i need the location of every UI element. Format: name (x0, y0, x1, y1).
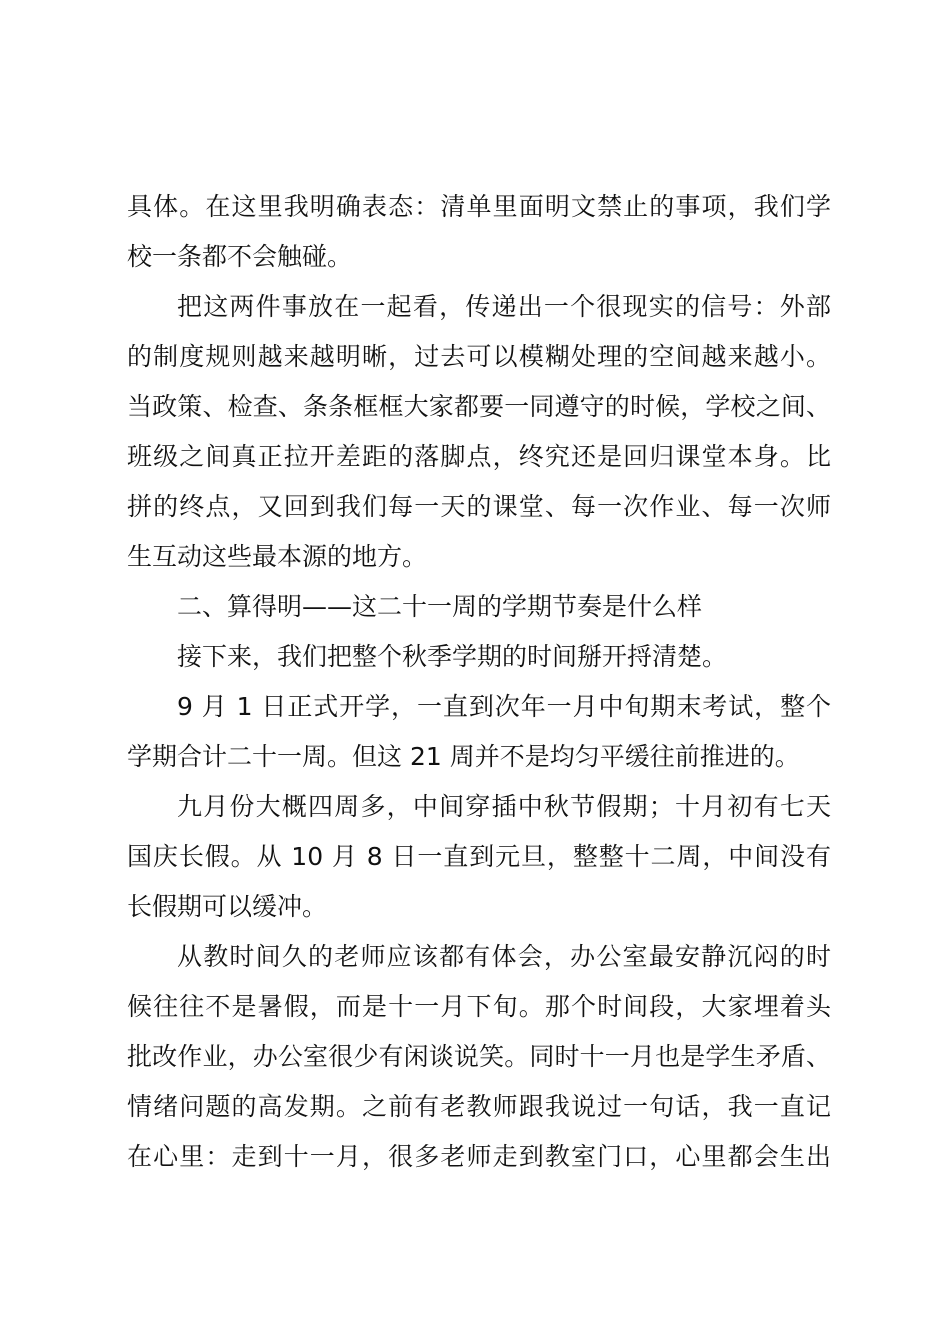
text-line: 把这两件事放在一起看，传递出一个很现实的信号：外部 (177, 292, 831, 321)
text-line: 批改作业，办公室很少有闲谈说笑。同时十一月也是学生矛盾、 (127, 1042, 831, 1071)
text-line: 从教时间久的老师应该都有体会，办公室最安静沉闷的时 (177, 942, 831, 971)
text-line: 具体。在这里我明确表态：清单里面明文禁止的事项，我们学 (127, 192, 831, 221)
text-line: 9 月 1 日正式开学，一直到次年一月中旬期末考试，整个 (177, 692, 831, 721)
paragraph-semester-length (127, 682, 831, 782)
section-heading-text: 二、算得明——这二十一周的学期节奏是什么样 (177, 592, 703, 621)
document-body (127, 182, 831, 1182)
text-line: 拼的终点，又回到我们每一天的课堂、每一次作业、每一次师 (127, 492, 831, 521)
text-line: 生互动这些最本源的地方。 (127, 542, 428, 571)
paragraph-holidays (127, 782, 831, 932)
text-line: 情绪问题的高发期。之前有老教师跟我说过一句话，我一直记 (127, 1092, 831, 1121)
text-line: 接下来，我们把整个秋季学期的时间掰开捋清楚。 (177, 642, 728, 671)
text-line: 长假期可以缓冲。 (127, 892, 328, 921)
text-line: 在心里：走到十一月，很多老师走到教室门口，心里都会生出 (127, 1142, 831, 1171)
text-line: 国庆长假。从 10 月 8 日一直到元旦，整整十二周，中间没有 (127, 842, 831, 871)
section-heading (127, 582, 831, 632)
text-line: 校一条都不会触碰。 (127, 242, 353, 271)
paragraph-signal (127, 282, 831, 582)
text-line: 班级之间真正拉开差距的落脚点，终究还是回归课堂本身。比 (127, 442, 831, 471)
text-line: 九月份大概四周多，中间穿插中秋节假期；十月初有七天 (177, 792, 831, 821)
text-line: 候往往不是暑假，而是十一月下旬。那个时间段，大家埋着头 (127, 992, 831, 1021)
text-line: 的制度规则越来越明晰，过去可以模糊处理的空间越来越小。 (127, 342, 831, 371)
paragraph-commitment (127, 182, 831, 282)
paragraph-november (127, 932, 831, 1182)
paragraph-intro (127, 632, 831, 682)
text-line: 学期合计二十一周。但这 21 周并不是均匀平缓往前推进的。 (127, 742, 800, 771)
text-line: 当政策、检查、条条框框大家都要一同遵守的时候，学校之间、 (127, 392, 831, 421)
